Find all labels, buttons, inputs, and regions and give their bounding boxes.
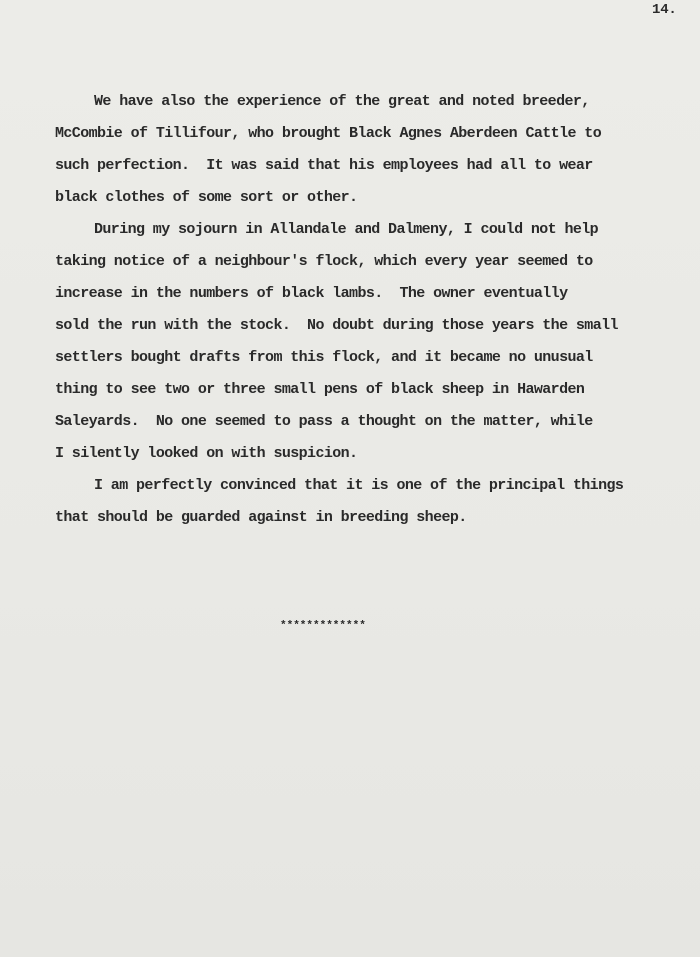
text-line: that should be guarded against in breeding sheep.: [55, 509, 467, 526]
page-number: 14.: [652, 2, 677, 18]
text-line: settlers bought drafts from this flock, and it became no unusual: [55, 349, 593, 366]
text-line: black clothes of some sort or other.: [55, 189, 358, 206]
text-line: I am perfectly convinced that it is one of the principal things: [94, 477, 624, 494]
text-line: increase in the numbers of black lambs. The owner eventually: [55, 285, 568, 302]
text-line: thing to see two or three small pens of black sheep in Hawarden: [55, 381, 585, 398]
text-line: taking notice of a neighbour's flock, which every year seemed to: [55, 253, 593, 270]
text-line: During my sojourn in Allandale and Dalmeny, I could not help: [94, 221, 599, 238]
text-line: McCombie of Tillifour, who brought Black Agnes Aberdeen Cattle to: [55, 125, 602, 142]
text-line: sold the run with the stock. No doubt during those years the small: [55, 317, 618, 334]
text-line: I silently looked on with suspicion.: [55, 445, 358, 462]
text-line: such perfection. It was said that his employees had all to wear: [55, 157, 593, 174]
text-line: We have also the experience of the great and noted breeder,: [94, 93, 590, 110]
section-separator: *************: [280, 620, 366, 632]
text-line: Saleyards. No one seemed to pass a thought on the matter, while: [55, 413, 593, 430]
